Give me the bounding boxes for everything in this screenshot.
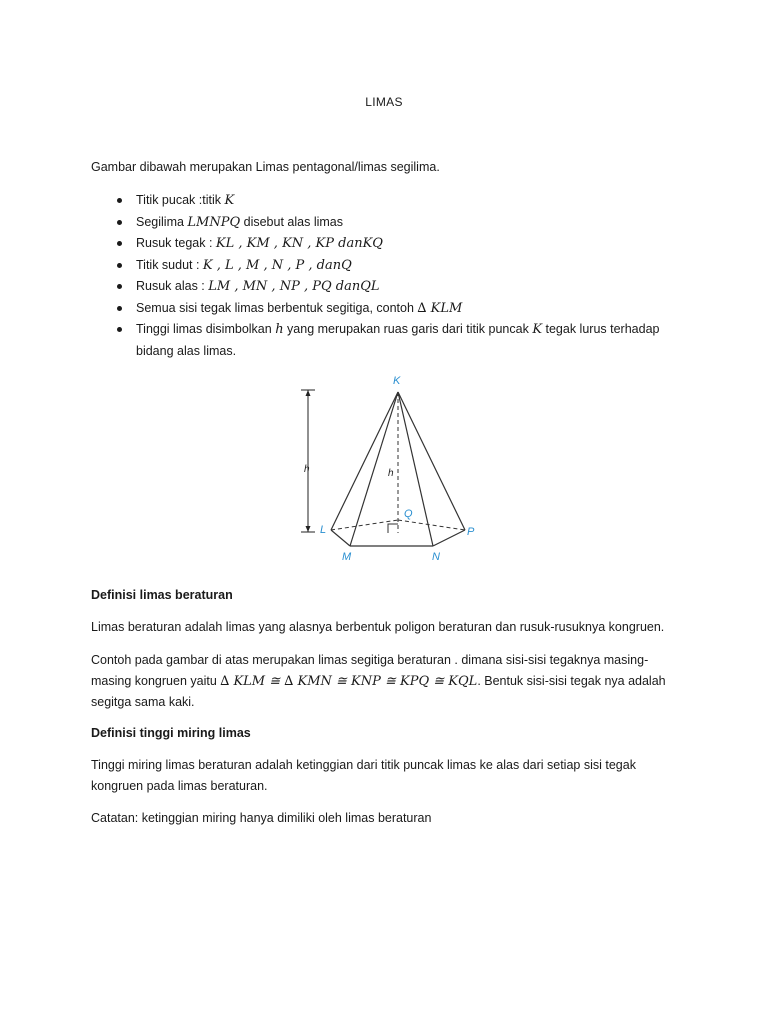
- bullet-list: [91, 190, 681, 361]
- list-item: Segilima LMNPQ disebut alas limas: [91, 212, 681, 234]
- label-Q: Q: [404, 508, 413, 520]
- label-P: P: [467, 526, 475, 538]
- paragraph-definisi: Limas beraturan adalah limas yang alasnya berbentuk poligon beraturan dan rusuk-rusuknya kongruen.: [91, 620, 665, 634]
- list-item: Rusuk tegak : KL , KM , KN , KP danKQ: [91, 233, 681, 255]
- list-item: Tinggi limas disimbolkan h yang merupakan ruas garis dari titik puncak K tegak lurus terhadap bidang alas limas.: [91, 319, 681, 361]
- document-title: LIMAS: [365, 95, 403, 109]
- label-K: K: [393, 375, 401, 387]
- label-M: M: [342, 551, 352, 563]
- paragraph-tinggi-miring: Tinggi miring limas beraturan adalah ketinggian dari titik puncak limas ke alas dari setiap sisi tegak kongruen pada limas beraturan.: [91, 758, 636, 793]
- edge-LM: [331, 530, 350, 546]
- pyramid-figure: [290, 370, 490, 570]
- intro-text: Gambar dibawah merupakan Limas pentagonal/limas segilima.: [91, 160, 440, 174]
- right-angle-marker: [388, 524, 398, 533]
- list-item: Titik sudut : K , L , M , N , P , danQ: [91, 255, 681, 277]
- paragraph-contoh: Contoh pada gambar di atas merupakan limas segitiga beraturan . dimana sisi-sisi tegaknya masing-masing kongruen yaitu ∆ KLM ≅ ∆ KMN ≅ KNP ≅ KPQ ≅ KQL. Bentuk sisi-sisi tegak nya adalah segitga sama kaki.: [91, 653, 666, 709]
- edge-NP: [433, 530, 465, 546]
- label-h-inner: h: [388, 468, 394, 479]
- arrow-up-icon: [306, 390, 311, 396]
- list-item: Titik pucak :titik K: [91, 190, 681, 212]
- arrow-down-icon: [306, 526, 311, 532]
- label-L: L: [320, 524, 327, 536]
- heading-limas-beraturan: Definisi limas beraturan: [91, 588, 233, 602]
- paragraph-catatan: Catatan: ketinggian miring hanya dimiliki oleh limas beraturan: [91, 811, 432, 825]
- edge-QP: [398, 520, 465, 530]
- list-item: Rusuk alas : LM , MN , NP , PQ danQL: [91, 276, 681, 298]
- edge-KL: [331, 392, 398, 530]
- heading-tinggi-miring: Definisi tinggi miring limas: [91, 726, 251, 740]
- label-h-outer: h: [304, 464, 310, 475]
- list-item: Semua sisi tegak limas berbentuk segitiga, contoh ∆ KLM: [91, 298, 681, 320]
- label-N: N: [432, 551, 440, 563]
